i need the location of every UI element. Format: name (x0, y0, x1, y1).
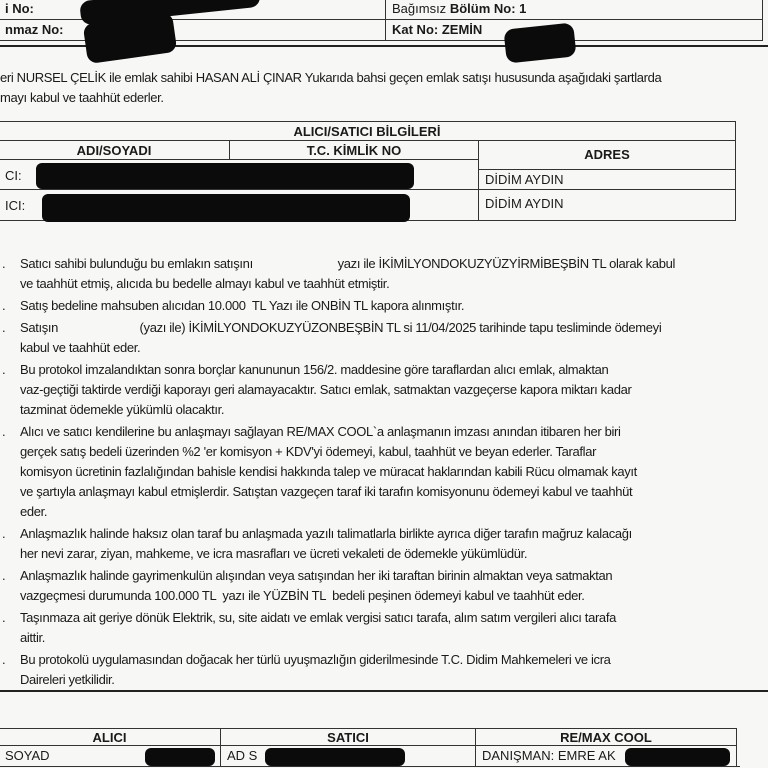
intro-line: eri NURSEL ÇELİK ile emlak sahibi HASAN ALİ ÇINAR Yukarıda bahsi geçen emlak satışı hususunda aşağıdaki şartlarda (0, 70, 662, 85)
agent-name-cell: DANIŞMAN: EMRE AK (475, 745, 737, 767)
clause-line: Daireleri yetkilidir. (20, 672, 115, 687)
clause-line: Bu protokolü uygulamasından doğacak her türlü uyuşmazlığın giderilmesinde T.C. Didim Mahkemeleri ve icra (20, 652, 611, 667)
clause-line: kabul ve taahhüt eder. (20, 340, 141, 355)
clause-line: Alıcı ve satıcı kendilerine bu anlaşmayı sağlayan RE/MAX COOL`a anlaşmanın imzası anından itibaren her biri (20, 424, 621, 439)
row-label: ICI: (5, 198, 26, 213)
clause-line: Satıcı sahibi bulunduğu bu emlakın satışını yazı ile İKİMİLYONDOKUZYÜZYİRMİBEŞBİN TL olarak kabul (20, 256, 675, 271)
clause-line: Taşınmaza ait geriye dönük Elektrik, su, site aidatı ve emlak vergisi satıcı tarafa, alım satım vergileri alıcı tarafa (20, 610, 616, 625)
redaction-mark (625, 748, 730, 766)
divider (0, 690, 768, 692)
table-border (0, 766, 740, 767)
clause-line: eder. (20, 504, 48, 519)
intro-line: mayı kabul ve taahhüt ederler. (0, 90, 164, 105)
clause-line: Satış bedeline mahsuben alıcıdan 10.000 TL Yazı ile ONBİN TL kapora alınmıştır. (20, 298, 465, 313)
redaction-mark (503, 22, 576, 63)
clause-marker: . (2, 568, 6, 583)
address: DİDİM AYDIN (485, 196, 564, 211)
header-seller: SATICI (220, 728, 476, 746)
clause-marker: . (2, 298, 6, 313)
clause-line: Anlaşmazlık halinde gayrimenkulün alışından veya satışından her iki taraftan birinin almaktan veya satmaktan (20, 568, 613, 583)
property-cell (0, 19, 386, 41)
clause-marker: . (2, 256, 6, 271)
clause-marker: . (2, 610, 6, 625)
clause-line: komisyon ücretinin fazlalığından bahisle kendisi hakkında talep ve müracat haklarından kabili Rücu olmamak kayıt (20, 464, 637, 479)
buyer-name-cell: SOYAD (0, 745, 221, 767)
header-agency: RE/MAX COOL (475, 728, 737, 746)
redaction-mark (36, 163, 414, 189)
clause-line: Anlaşmazlık halinde haksız olan taraf bu anlaşmada yazılı talimatlarla birlikte ayrıca diğer tarafın mağruz kalacağı (20, 526, 632, 541)
clause-line: aittir. (20, 630, 46, 645)
clause-line: her nevi zarar, ziyan, mahkeme, ve icra masrafları ve ücreti vekaleti de ödemekle yükümlüdür. (20, 546, 528, 561)
parties-table-title: ALICI/SATICI BİLGİLERİ (0, 121, 736, 141)
redaction-mark (145, 748, 215, 766)
clause-marker: . (2, 424, 6, 439)
header-buyer: ALICI (0, 728, 221, 746)
clause-marker: . (2, 362, 6, 377)
clause-marker: . (2, 526, 6, 541)
unit-number: Bölüm No: 1 (449, 1, 527, 16)
clause-marker: . (2, 320, 6, 335)
header-name: ADI/SOYADI (0, 140, 230, 160)
clause-line: Bu protokol imzalandıktan sonra borçlar kanununun 156/2. maddesine göre taraflardan alıcı emlak, almaktan (20, 362, 609, 377)
clause-marker: . (2, 652, 6, 667)
unit-prefix: Bağımsız (392, 1, 447, 16)
header-id: T.C. KİMLİK NO (229, 140, 479, 160)
clause-line: gerçek satış bedeli üzerinden %2 'er komisyon + KDV'yi ödemeyi, kabul, taahhüt ve beyan ederler. Taraflar (20, 444, 597, 459)
clause-line: ve şartıyla anlaşmayı kabul etmişlerdir. Satıştan vazgeçen taraf iki tarafın komisyonunu ödemeyi kabul ve taahhüt (20, 484, 633, 499)
header-address: ADRES (478, 140, 736, 170)
clause-line: ve taahhüt etmiş, alıcıda bu bedelle almayı kabul ve taahhüt etmiştir. (20, 276, 390, 291)
clause-line: vazgeçmesi durumunda 100.000 TL yazı ile YÜZBİN TL bedeli peşinen ödemeyi kabul ve taahhüt eder. (20, 588, 585, 603)
row-label: CI: (5, 168, 22, 183)
redaction-mark (42, 194, 410, 222)
unit-cell (385, 0, 763, 20)
seller-name-cell: AD S (220, 745, 476, 767)
clause-line: tazminat ödemekle yükümlü olacaktır. (20, 402, 225, 417)
address: DİDİM AYDIN (485, 172, 564, 187)
address-cell (478, 169, 736, 190)
address-cell (478, 189, 736, 221)
property-label: nmaz No: (5, 22, 64, 37)
clause-line: vaz-geçtiği taktirde verdiği kaporayı geri alamayacaktır. Satıcı emlak, satmaktan vazgeçerse kapora miktarı kadar (20, 382, 632, 397)
clause-line: Satışın (yazı ile) İKİMİLYONDOKUZYÜZONBEŞBİN TL si 11/04/2025 tarihinde tapu tesliminde ödemeyi (20, 320, 662, 335)
redaction-mark (265, 748, 405, 766)
parcel-label: i No: (5, 1, 34, 16)
floor-number: Kat No: ZEMİN (392, 22, 483, 37)
